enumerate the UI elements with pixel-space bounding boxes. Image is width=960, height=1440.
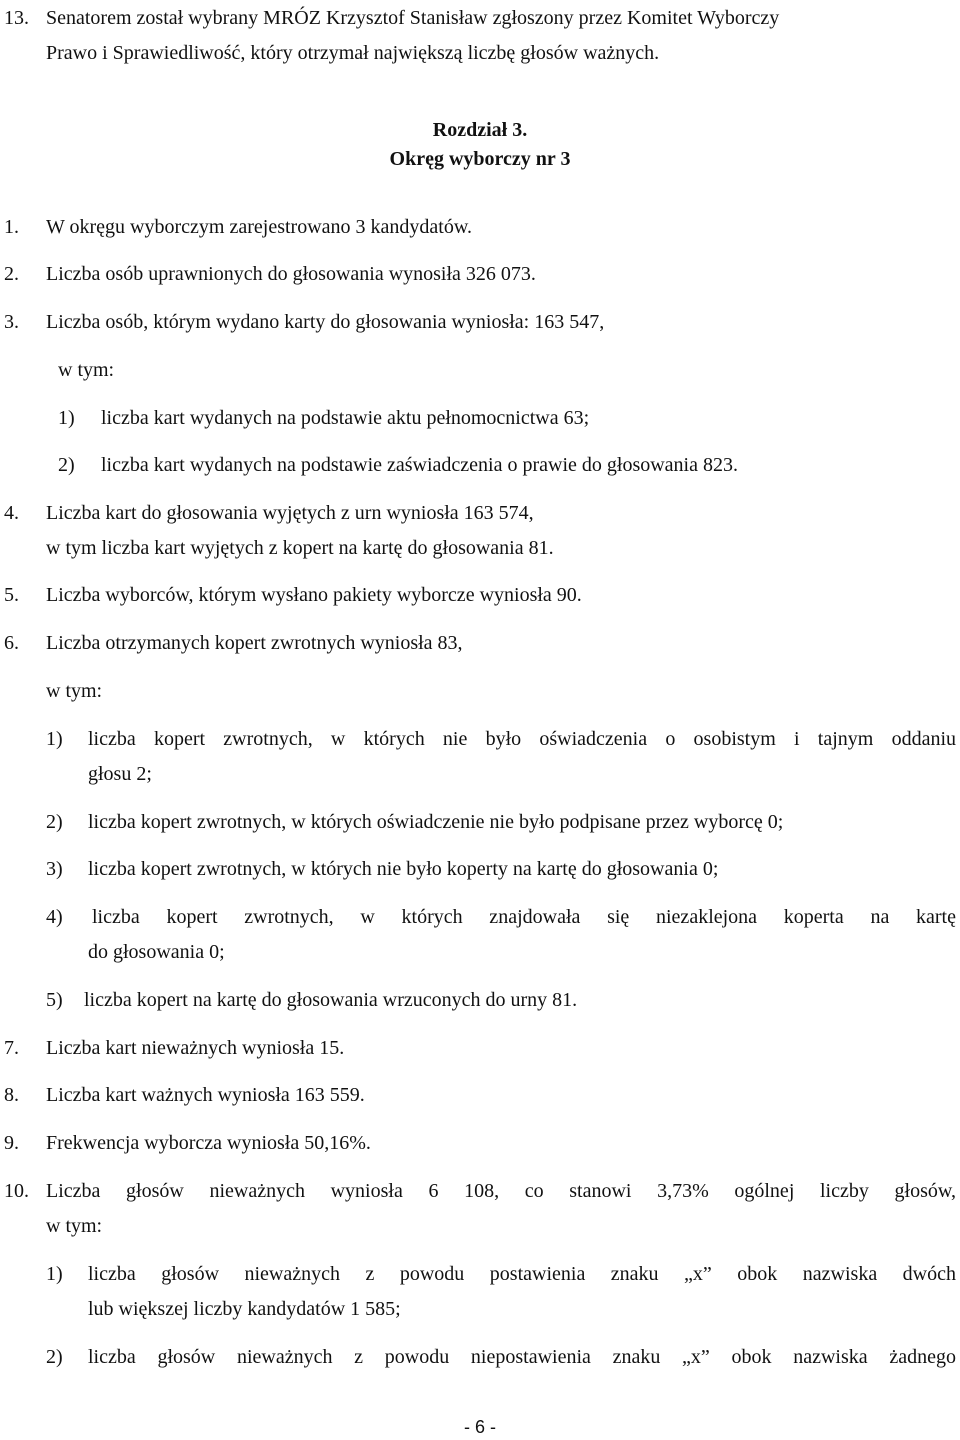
item-13-line-2: Prawo i Sprawiedliwość, który otrzymał największą liczbę głosów ważnych. <box>46 42 660 64</box>
item-6-sub-5-text: liczba kopert na kartę do głosowania wrzuconych do urny 81. <box>84 989 578 1011</box>
item-13-line-1: Senatorem został wybrany MRÓZ Krzysztof Stanisław zgłoszony przez Komitet Wyborczy <box>46 7 780 29</box>
item-6-sub-1-line-1: liczba kopert zwrotnych, w których nie było oświadczenia o osobistym i tajnym oddaniu <box>88 728 956 750</box>
item-10-sub-1-number: 1) <box>46 1263 63 1285</box>
item-number: 13. <box>4 7 29 29</box>
item-7-text: Liczba kart nieważnych wyniosła 15. <box>46 1037 345 1059</box>
item-10-number: 10. <box>4 1180 29 1202</box>
item-10-sub-1-line-1: liczba głosów nieważnych z powodu postawienia znaku „x” obok nazwiska dwóch <box>88 1263 956 1285</box>
item-6-sub-1-number: 1) <box>46 728 63 750</box>
item-6-wtym: w tym: <box>46 680 103 702</box>
item-10-sub-2-number: 2) <box>46 1346 63 1368</box>
item-1-text: W okręgu wyborczym zarejestrowano 3 kandydatów. <box>46 216 472 238</box>
item-9-number: 9. <box>4 1132 19 1154</box>
item-3-sub-2-text: liczba kart wydanych na podstawie zaświadczenia o prawie do głosowania 823. <box>101 454 738 476</box>
item-6-text: Liczba otrzymanych kopert zwrotnych wyniosła 83, <box>46 632 463 654</box>
item-10-sub-2-line-1: liczba głosów nieważnych z powodu niepostawienia znaku „x” obok nazwiska żadnego <box>88 1346 956 1368</box>
item-5-text: Liczba wyborców, którym wysłano pakiety wyborcze wyniosła 90. <box>46 584 582 606</box>
item-3-number: 3. <box>4 311 19 333</box>
item-6-sub-2-number: 2) <box>46 811 63 833</box>
item-3-wtym: w tym: <box>58 359 115 381</box>
item-10-wtym: w tym: <box>46 1215 103 1237</box>
item-6-sub-4-line-2: do głosowania 0; <box>88 941 225 963</box>
item-2-number: 2. <box>4 263 19 285</box>
item-6-sub-3-text: liczba kopert zwrotnych, w których nie było koperty na kartę do głosowania 0; <box>88 858 719 880</box>
item-3-sub-1-text: liczba kart wydanych na podstawie aktu pełnomocnictwa 63; <box>101 407 590 429</box>
item-3-sub-1-number: 1) <box>58 407 75 429</box>
item-10-sub-1-line-2: lub większej liczby kandydatów 1 585; <box>88 1298 401 1320</box>
item-5-number: 5. <box>4 584 19 606</box>
page-number: - 6 - <box>463 1417 496 1437</box>
item-6-sub-3-number: 3) <box>46 858 63 880</box>
item-4-line-1: Liczba kart do głosowania wyjętych z urn wyniosła 163 574, <box>46 502 534 524</box>
item-6-number: 6. <box>4 632 19 654</box>
item-8-text: Liczba kart ważnych wyniosła 163 559. <box>46 1084 365 1106</box>
chapter-subtitle: Okręg wyborczy nr 3 <box>389 148 571 170</box>
item-3-text: Liczba osób, którym wydano karty do głosowania wyniosła: 163 547, <box>46 311 605 333</box>
item-6-sub-4-line-1: liczba kopert zwrotnych, w których znajdowała się niezaklejona koperta na kartę <box>92 906 956 928</box>
item-6-sub-5-number: 5) <box>46 989 63 1011</box>
chapter-title: Rozdział 3. <box>432 119 528 141</box>
item-4-number: 4. <box>4 502 19 524</box>
item-1-number: 1. <box>4 216 19 238</box>
item-6-sub-1-line-2: głosu 2; <box>88 763 152 785</box>
item-4-line-2: w tym liczba kart wyjętych z kopert na kartę do głosowania 81. <box>46 537 554 559</box>
item-9-text: Frekwencja wyborcza wyniosła 50,16%. <box>46 1132 371 1154</box>
item-6-sub-2-text: liczba kopert zwrotnych, w których oświadczenie nie było podpisane przez wyborcę 0; <box>88 811 784 833</box>
item-8-number: 8. <box>4 1084 19 1106</box>
item-2-text: Liczba osób uprawnionych do głosowania wynosiła 326 073. <box>46 263 536 285</box>
item-6-sub-4-number: 4) <box>46 906 63 928</box>
item-7-number: 7. <box>4 1037 19 1059</box>
item-10-line-1: Liczba głosów nieważnych wyniosła 6 108, co stanowi 3,73% ogólnej liczby głosów, <box>46 1180 956 1202</box>
item-3-sub-2-number: 2) <box>58 454 75 476</box>
